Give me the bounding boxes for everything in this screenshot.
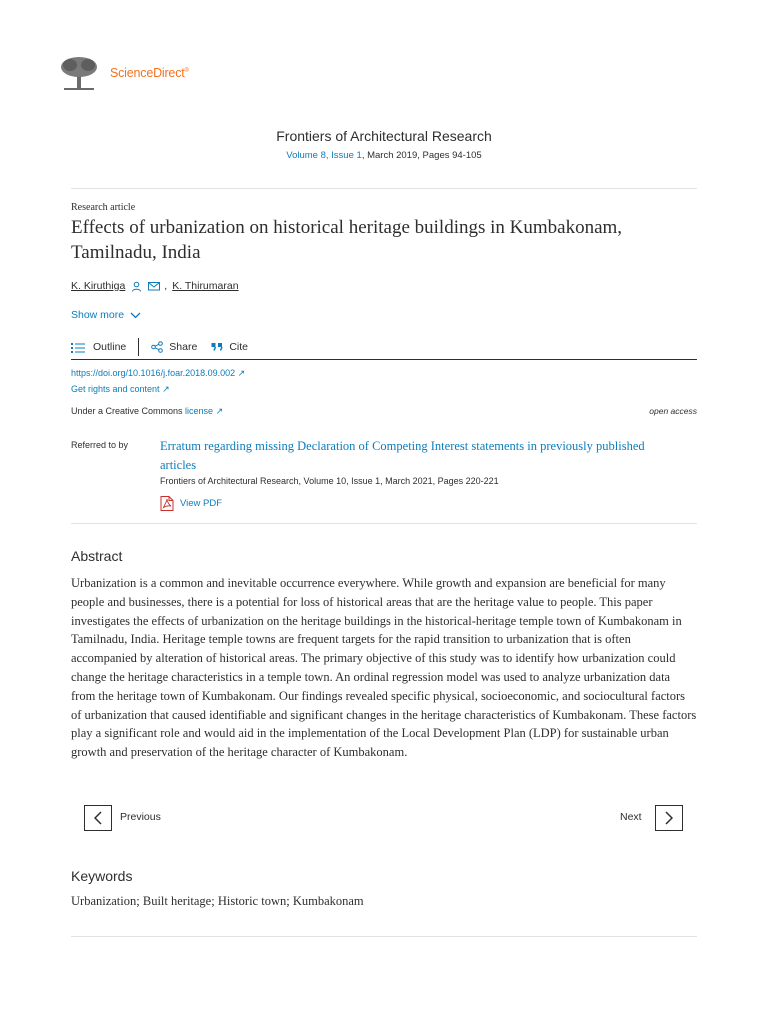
outline-label: Outline xyxy=(93,341,127,353)
view-pdf-label: View PDF xyxy=(180,498,223,509)
person-icon[interactable] xyxy=(131,281,142,292)
pdf-icon xyxy=(160,496,174,511)
cite-button[interactable] xyxy=(211,341,248,353)
journal-title[interactable]: Frontiers of Architectural Research xyxy=(276,128,492,144)
author-link[interactable]: K. Thirumaran xyxy=(172,280,239,292)
rights-link[interactable]: Get rights and content ↗ xyxy=(71,384,170,394)
issue-info: Volume 8, Issue 1, March 2019, Pages 94-105 xyxy=(286,150,482,161)
keywords-heading: Keywords xyxy=(71,868,133,884)
sciencedirect-logo[interactable] xyxy=(58,55,208,91)
article-title: Effects of urbanization on historical heritage buildings in Kumbakonam, Tamilnadu, India xyxy=(71,217,623,263)
previous-label[interactable]: Previous xyxy=(120,811,161,823)
toolbar-underline xyxy=(71,359,697,360)
share-label: Share xyxy=(169,341,198,353)
previous-button[interactable] xyxy=(84,805,112,831)
toolbar-divider xyxy=(138,338,139,356)
brand-name: ScienceDirect® xyxy=(110,66,189,80)
divider xyxy=(71,188,697,189)
author-link[interactable]: K. Kiruthiga xyxy=(71,280,126,292)
share-button[interactable] xyxy=(151,341,197,353)
keywords-list: Urbanization; Built heritage; Historic town; Kumbakonam xyxy=(71,894,364,908)
show-more-button[interactable] xyxy=(71,309,141,321)
abstract-heading: Abstract xyxy=(71,548,123,564)
chevron-right-icon xyxy=(665,811,673,825)
erratum-source: Frontiers of Architectural Research, Volume 10, Issue 1, March 2021, Pages 220-221 xyxy=(160,476,499,486)
external-link-icon: ↗ xyxy=(215,406,224,416)
license-link[interactable]: license ↗ xyxy=(185,406,224,416)
list-icon xyxy=(71,342,85,353)
chevron-left-icon xyxy=(94,811,102,825)
next-label[interactable]: Next xyxy=(620,811,642,823)
chevron-down-icon xyxy=(130,312,141,319)
quote-icon xyxy=(211,342,223,352)
external-link-icon: ↗ xyxy=(237,368,246,378)
cite-label: Cite xyxy=(229,341,248,353)
divider xyxy=(71,936,697,937)
divider xyxy=(71,523,697,524)
external-link-icon: ↗ xyxy=(162,384,170,394)
share-icon xyxy=(151,341,163,353)
erratum-link[interactable]: Erratum regarding missing Declaration of Competing Interest statements in previously published articles xyxy=(160,439,645,472)
referred-to-label: Referred to by xyxy=(71,440,129,450)
view-pdf-link[interactable] xyxy=(160,496,222,511)
show-more-label: Show more xyxy=(71,309,125,321)
author-list xyxy=(71,280,239,292)
next-button[interactable] xyxy=(655,805,683,831)
elsevier-tree-icon xyxy=(58,55,100,91)
outline-button[interactable] xyxy=(71,341,126,353)
email-icon[interactable] xyxy=(148,281,160,291)
abstract-text: Urbanization is a common and inevitable occurrence everywhere. While growth and expansion are beneficial for many people and businesses, there is a potential for loss of historical areas that are the heritage value to people. This paper investigates the effects of urbanization on the heritage buildings in the historical-heritage temple town of Kumbakonam in Tamilnadu, India. Heritage temple towns are frequent targets for the rapid transition to urbanization that is often accompanied by alteration of historical areas. The primary objective of this study was to identify how urbanization could change the heritage characteristics in a temple town. An ordinal regression model was used to analyze urbanization data from the heritage town of Kumbakonam. Our findings revealed specific physical, socioeconomic, and sociocultural factors of urbanization that caused identifiable and significant changes in the heritage characteristics of Kumbakonam. These factors play a significant role and would aid in the implementation of the Local Development Plan (LDP) for sustainable urban growth and preservation of the heritage character of Kumbakonam. xyxy=(71,576,697,760)
open-access-badge: open access xyxy=(649,406,697,416)
volume-issue-link[interactable]: Volume 8, Issue 1 xyxy=(286,150,362,161)
author-separator: , xyxy=(164,280,168,292)
article-type: Research article xyxy=(71,202,136,213)
doi-link[interactable]: https://doi.org/10.1016/j.foar.2018.09.002 ↗ xyxy=(71,368,246,378)
license-info: Under a Creative Commons license ↗ xyxy=(71,406,224,416)
article-toolbar xyxy=(71,338,248,356)
